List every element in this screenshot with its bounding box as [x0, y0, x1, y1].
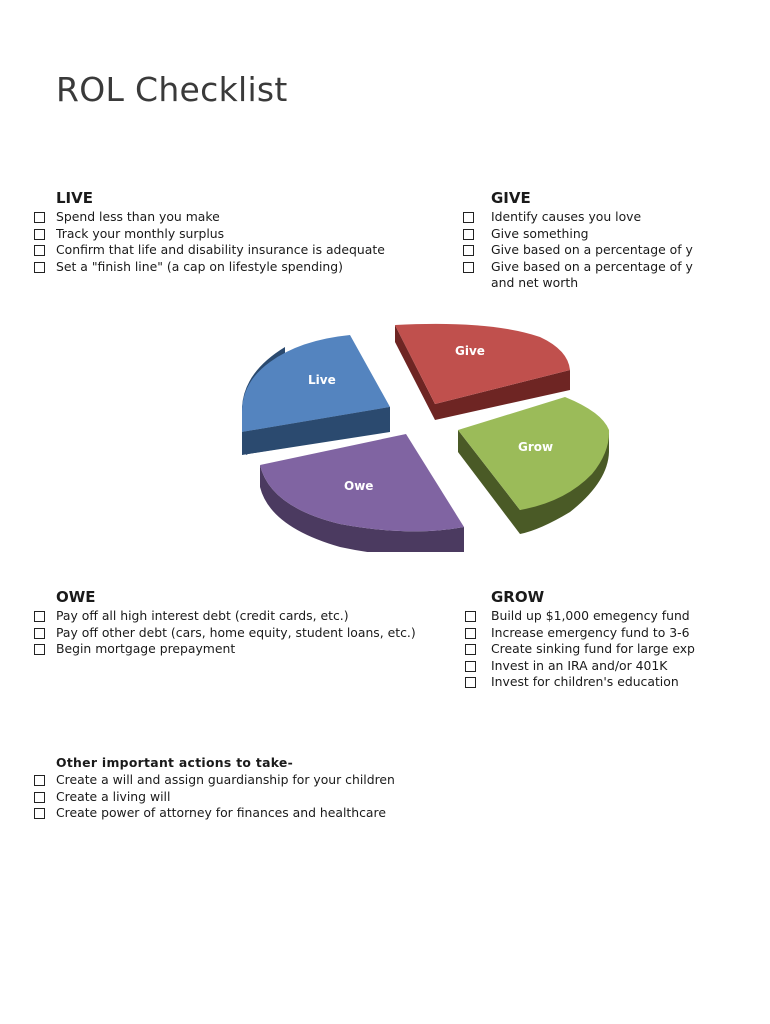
rol-pie-chart [230, 312, 620, 552]
checkbox[interactable] [465, 677, 476, 688]
give-item: Give something [491, 226, 697, 243]
give-heading: GIVE [491, 189, 531, 207]
give-item: Give based on a percentage of y [491, 259, 697, 276]
live-item: Track your monthly surplus [56, 226, 416, 243]
live-item: Set a "finish line" (a cap on lifestyle spending) [56, 259, 416, 276]
live-heading: LIVE [56, 189, 93, 207]
checkbox[interactable] [34, 262, 45, 273]
pie-label-give: Give [455, 344, 485, 358]
checkbox[interactable] [34, 212, 45, 223]
live-section [56, 189, 416, 275]
pie-label-owe: Owe [344, 479, 374, 493]
grow-item: Build up $1,000 emegency fund [491, 608, 697, 625]
page-title: ROL Checklist [56, 70, 288, 109]
checkbox[interactable] [463, 212, 474, 223]
checkbox[interactable] [34, 611, 45, 622]
grow-item: Create sinking fund for large exp [491, 641, 697, 658]
checkbox[interactable] [34, 775, 45, 786]
owe-heading: OWE [56, 588, 96, 606]
pie-slice-grow [458, 397, 609, 534]
other-item: Create a will and assign guardianship for your children [56, 772, 436, 789]
pie-label-grow: Grow [518, 440, 554, 454]
owe-item: Begin mortgage prepayment [56, 641, 436, 658]
give-item-continuation: and net worth [491, 275, 579, 290]
checkbox[interactable] [465, 628, 476, 639]
checkbox[interactable] [34, 245, 45, 256]
live-item: Spend less than you make [56, 209, 416, 226]
give-section [491, 189, 697, 292]
checkbox[interactable] [465, 644, 476, 655]
other-actions-heading: Other important actions to take- [56, 755, 294, 770]
pie-label-live: Live [308, 373, 336, 387]
checkbox[interactable] [34, 792, 45, 803]
pie-slice-owe [260, 434, 464, 552]
owe-item: Pay off all high interest debt (credit cards, etc.) [56, 608, 436, 625]
live-item: Confirm that life and disability insurance is adequate [56, 242, 416, 259]
grow-item: Invest in an IRA and/or 401K [491, 658, 697, 675]
checkbox[interactable] [463, 245, 474, 256]
pie-slice-live [242, 335, 390, 455]
grow-section [491, 588, 697, 691]
other-actions-section [56, 755, 436, 822]
checkbox[interactable] [465, 611, 476, 622]
checkbox[interactable] [34, 808, 45, 819]
other-item: Create a living will [56, 789, 436, 806]
grow-item: Invest for children's education [491, 674, 697, 691]
checkbox[interactable] [463, 262, 474, 273]
checkbox[interactable] [463, 229, 474, 240]
checkbox[interactable] [34, 229, 45, 240]
give-item: Identify causes you love [491, 209, 697, 226]
grow-item: Increase emergency fund to 3-6 [491, 625, 697, 642]
checkbox[interactable] [465, 661, 476, 672]
give-item: Give based on a percentage of y [491, 242, 697, 259]
grow-heading: GROW [491, 588, 545, 606]
owe-section [56, 588, 436, 658]
other-item: Create power of attorney for finances and healthcare [56, 805, 436, 822]
owe-item: Pay off other debt (cars, home equity, student loans, etc.) [56, 625, 436, 642]
checkbox[interactable] [34, 644, 45, 655]
checkbox[interactable] [34, 628, 45, 639]
